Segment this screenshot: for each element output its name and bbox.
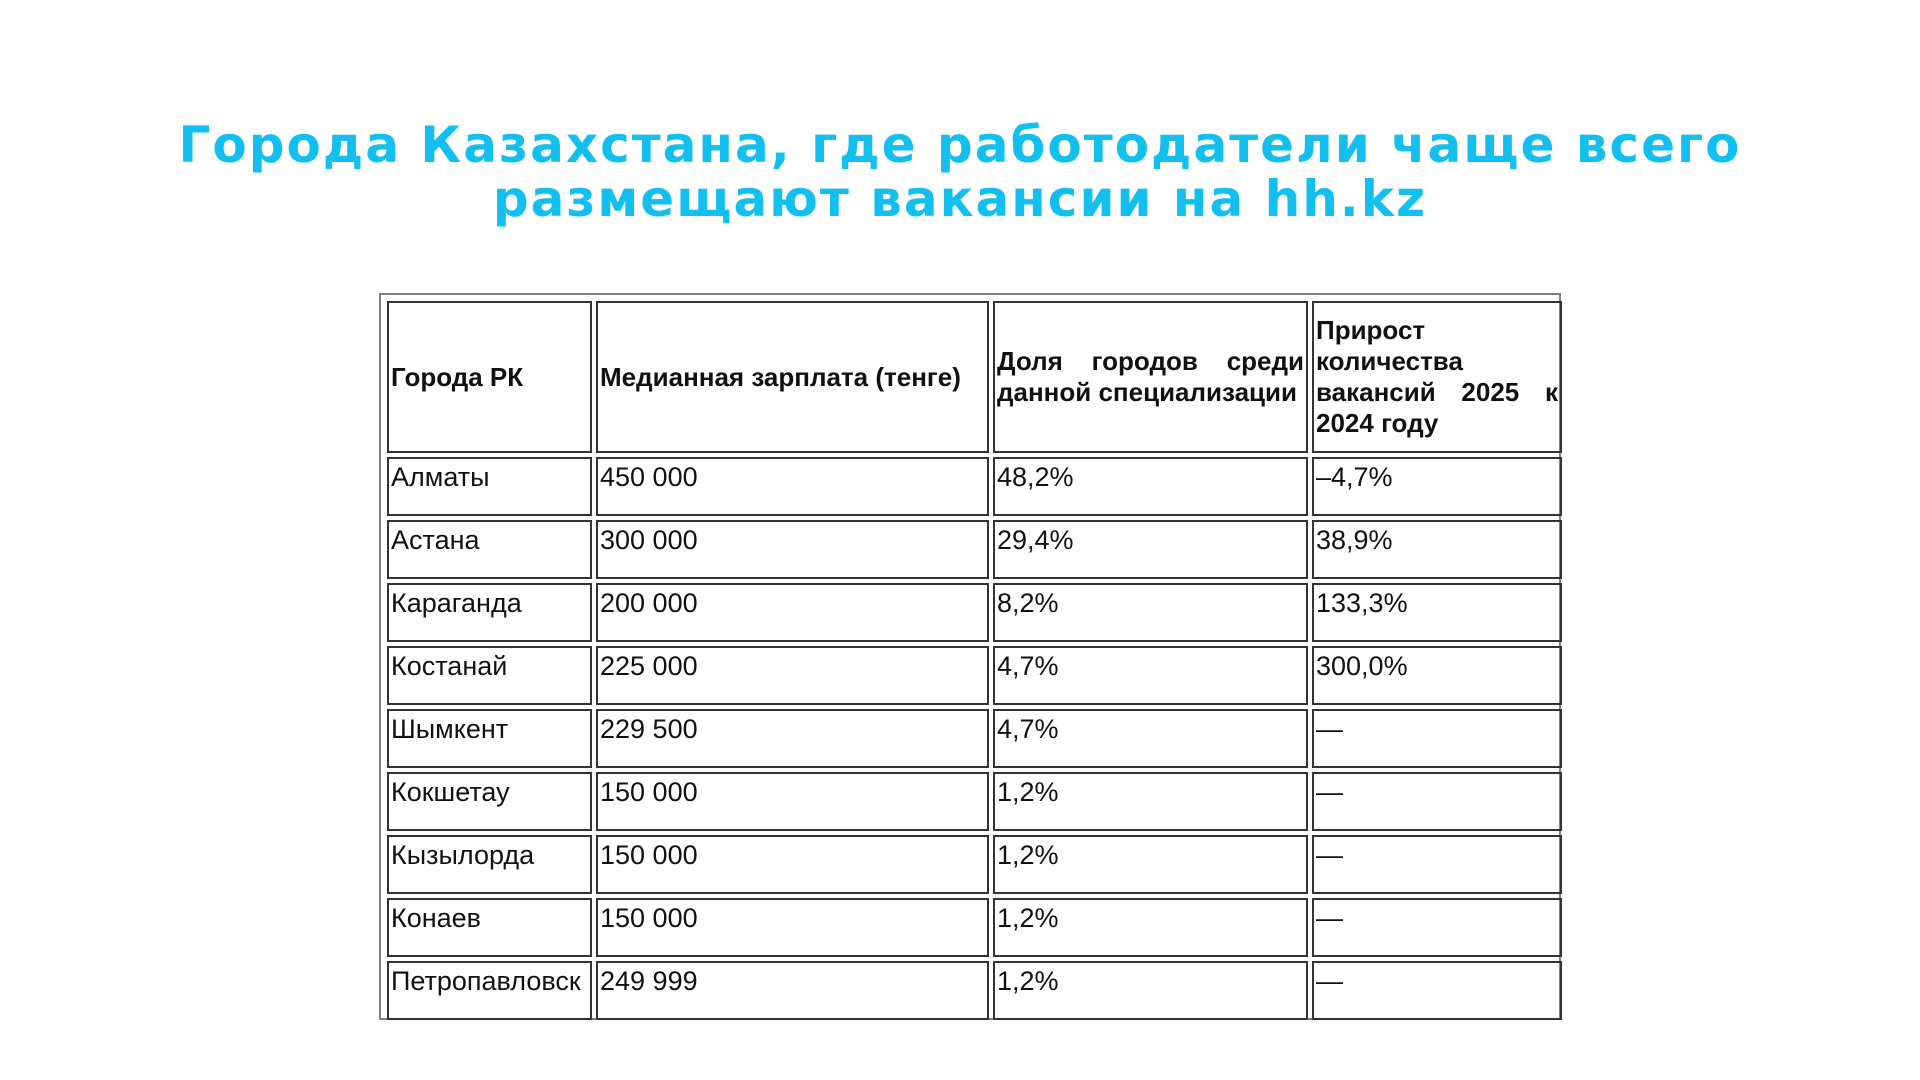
cell-salary: 200 000 — [596, 583, 989, 642]
cell-city: Караганда — [387, 583, 592, 642]
cell-salary: 249 999 — [596, 961, 989, 1020]
cell-share: 1,2% — [993, 961, 1308, 1020]
cell-growth: –4,7% — [1312, 457, 1562, 516]
cell-salary: 225 000 — [596, 646, 989, 705]
vacancy-table-frame — [379, 293, 1561, 1020]
cell-growth: — — [1312, 772, 1562, 831]
table-row — [387, 583, 1562, 642]
cell-share: 29,4% — [993, 520, 1308, 579]
cell-salary: 450 000 — [596, 457, 989, 516]
cell-salary: 229 500 — [596, 709, 989, 768]
cell-share: 1,2% — [993, 835, 1308, 894]
vacancy-table — [383, 297, 1566, 1024]
table-row — [387, 898, 1562, 957]
cell-city: Кокшетау — [387, 772, 592, 831]
cell-city: Петропавловск — [387, 961, 592, 1020]
cell-growth: 300,0% — [1312, 646, 1562, 705]
table-row — [387, 457, 1562, 516]
cell-salary: 150 000 — [596, 898, 989, 957]
cell-share: 1,2% — [993, 772, 1308, 831]
cell-growth: — — [1312, 961, 1562, 1020]
cell-growth: 133,3% — [1312, 583, 1562, 642]
title-line-1: Города Казахстана, где работодатели чаще всего — [178, 116, 1742, 174]
page-title — [0, 118, 1920, 226]
header-city-share: Доля городов среди данной специализации — [993, 301, 1308, 453]
cell-share: 8,2% — [993, 583, 1308, 642]
cell-growth: — — [1312, 835, 1562, 894]
header-city: Города РК — [387, 301, 592, 453]
cell-share: 1,2% — [993, 898, 1308, 957]
table-row — [387, 835, 1562, 894]
cell-city: Костанай — [387, 646, 592, 705]
cell-growth: 38,9% — [1312, 520, 1562, 579]
header-vacancy-growth: Прирост количества вакансий 2025 к 2024 году — [1312, 301, 1562, 453]
cell-city: Шымкент — [387, 709, 592, 768]
cell-salary: 300 000 — [596, 520, 989, 579]
title-line-2: размещают вакансии на hh.kz — [492, 170, 1428, 228]
cell-salary: 150 000 — [596, 835, 989, 894]
cell-share: 4,7% — [993, 709, 1308, 768]
cell-city: Алматы — [387, 457, 592, 516]
table-row — [387, 646, 1562, 705]
cell-share: 48,2% — [993, 457, 1308, 516]
cell-growth: — — [1312, 898, 1562, 957]
table-row — [387, 961, 1562, 1020]
table-header-row — [387, 301, 1562, 453]
table-row — [387, 772, 1562, 831]
cell-salary: 150 000 — [596, 772, 989, 831]
cell-city: Конаев — [387, 898, 592, 957]
header-median-salary: Медианная зарплата (тенге) — [596, 301, 989, 453]
cell-city: Кызылорда — [387, 835, 592, 894]
cell-share: 4,7% — [993, 646, 1308, 705]
table-row — [387, 520, 1562, 579]
table-row — [387, 709, 1562, 768]
cell-growth: — — [1312, 709, 1562, 768]
cell-city: Астана — [387, 520, 592, 579]
